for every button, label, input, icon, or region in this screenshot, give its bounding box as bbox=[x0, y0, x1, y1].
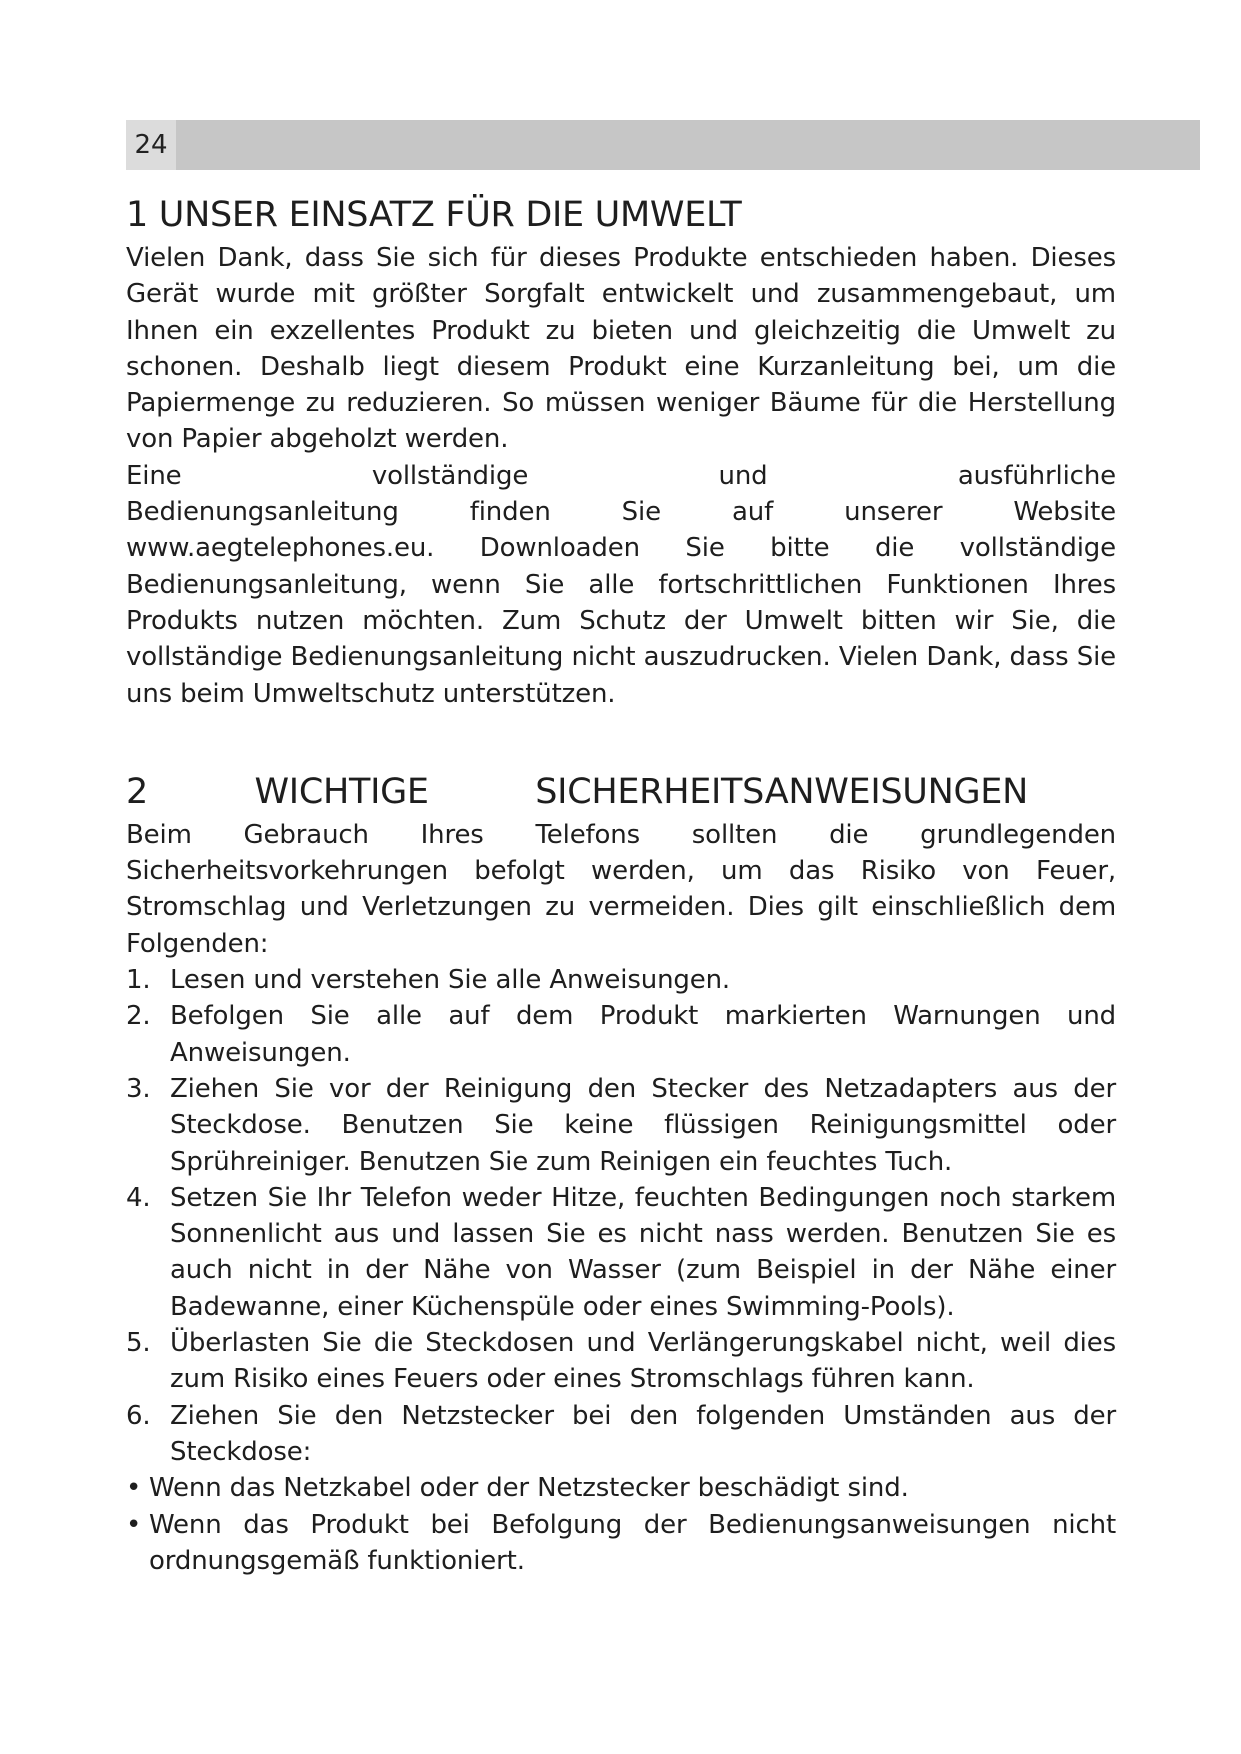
page-number: 24 bbox=[126, 120, 176, 170]
section2-heading-number: 2 bbox=[126, 771, 148, 812]
section1-paragraph1: Vielen Dank, dass Sie sich für dieses Produkte entschieden haben. Dieses Gerät wurde mit größter Sorgfalt entwickelt und zusammengebaut, um Ihnen ein exzellentes Produkt zu bieten und gleichzeitig die Umwelt zu schonen. Deshalb liegt diesem Produkt eine Kurzanleitung bei, um die Papiermenge zu reduzieren. So müssen weniger Bäume für die Herstellung von Papier abgeholzt werden. bbox=[126, 243, 1116, 455]
list-item bbox=[126, 1398, 1116, 1471]
section2-heading bbox=[126, 767, 1028, 817]
list-item-text: Ziehen Sie den Netzstecker bei den folgenden Umständen aus der Steckdose: bbox=[170, 1400, 1116, 1467]
section2-intro: Beim Gebrauch Ihres Telefons sollten die grundlegenden Sicherheitsvorkehrungen befolgt werden, um das Risiko von Feuer, Stromschlag und Verletzungen zu vermeiden. Dies gilt einschließlich dem Folgenden: bbox=[126, 819, 1116, 959]
bullet-item bbox=[126, 1470, 1116, 1506]
list-item bbox=[126, 1180, 1116, 1325]
unplug-conditions-list bbox=[126, 1470, 1116, 1579]
bullet-icon: • bbox=[126, 1509, 142, 1540]
list-item-number: 2. bbox=[126, 1001, 151, 1032]
bullet-icon: • bbox=[126, 1473, 142, 1504]
section1-paragraph2-line2: Bedienungsanleitung finden Sie auf unserer Website bbox=[126, 497, 1116, 528]
section1-heading: 1 UNSER EINSATZ FÜR DIE UMWELT bbox=[126, 195, 742, 235]
list-item-number: 5. bbox=[126, 1328, 151, 1359]
bullet-item-text: Wenn das Produkt bei Befolgung der Bedienungsanweisungen nicht ordnungsgemäß funktioniert. bbox=[149, 1509, 1116, 1576]
bullet-item bbox=[126, 1507, 1116, 1580]
section2-heading-word2: SICHERHEITSANWEISUNGEN bbox=[535, 771, 1028, 812]
list-item-number: 4. bbox=[126, 1182, 151, 1213]
list-item bbox=[126, 962, 1116, 998]
header-bar bbox=[126, 120, 1200, 170]
list-item bbox=[126, 1325, 1116, 1398]
list-item bbox=[126, 998, 1116, 1071]
list-item-text: Befolgen Sie alle auf dem Produkt markierten Warnungen und Anweisungen. bbox=[170, 1001, 1116, 1068]
list-item-text: Lesen und verstehen Sie alle Anweisungen. bbox=[170, 965, 731, 996]
bullet-item-text: Wenn das Netzkabel oder der Netzstecker beschädigt sind. bbox=[149, 1473, 909, 1504]
safety-instructions-list bbox=[126, 962, 1116, 1470]
section1-paragraph2-line1: Eine vollständige und ausführliche bbox=[126, 460, 1116, 491]
list-item-number: 3. bbox=[126, 1073, 151, 1104]
list-item-number: 6. bbox=[126, 1400, 151, 1431]
page-content bbox=[126, 190, 1116, 1579]
list-item-text: Ziehen Sie vor der Reinigung den Stecker des Netzadapters aus der Steckdose. Benutzen Sie keine flüssigen Reinigungsmittel oder Sprühreiniger. Benutzen Sie zum Reinigen ein feuchtes Tuch. bbox=[170, 1073, 1116, 1177]
list-item-text: Überlasten Sie die Steckdosen und Verlängerungskabel nicht, weil dies zum Risiko eines Feuers oder eines Stromschlags führen kann. bbox=[170, 1328, 1116, 1395]
section1-paragraph2-rest: www.aegtelephones.eu. Downloaden Sie bitte die vollständige Bedienungsanleitung, wenn Sie alle fortschrittlichen Funktionen Ihres Produkts nutzen möchten. Zum Schutz der Umwelt bitten wir Sie, die vollständige Bedienungsanleitung nicht auszudrucken. Vielen Dank, dass Sie uns beim Umweltschutz unterstützen. bbox=[126, 533, 1116, 709]
list-item-text: Setzen Sie Ihr Telefon weder Hitze, feuchten Bedingungen noch starkem Sonnenlicht aus und lassen Sie es nicht nass werden. Benutzen Sie es auch nicht in der Nähe von Wasser (zum Beispiel in der Nähe einer Badewanne, einer Küchenspüle oder eines Swimming-Pools). bbox=[170, 1182, 1116, 1322]
list-item-number: 1. bbox=[126, 965, 151, 996]
list-item bbox=[126, 1071, 1116, 1180]
section2-heading-word1: WICHTIGE bbox=[254, 771, 429, 812]
